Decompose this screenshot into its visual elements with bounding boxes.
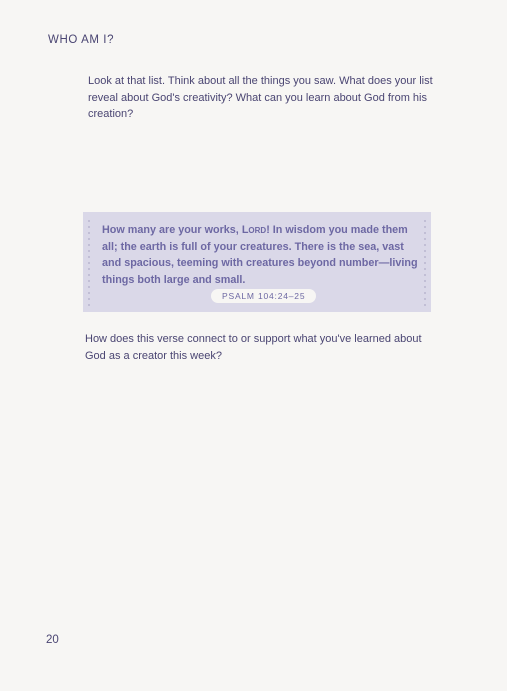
lord-small-caps: Lord <box>241 224 267 236</box>
scripture-text-start: How many are your works, <box>102 224 242 236</box>
scripture-text <box>102 222 420 288</box>
page-title: WHO AM I? <box>48 34 115 46</box>
scripture-callout <box>83 212 431 312</box>
scripture-reference-badge: PSALM 104:24–25 <box>211 289 316 303</box>
reflection-prompt-2: How does this verse connect to or support what you've learned about God as a creator this week? <box>85 333 422 362</box>
page-number: 20 <box>46 634 59 646</box>
reflection-prompt-1: Look at that list. Think about all the things you saw. What does your list reveal about God's creativity? What can you learn about God from his creation? <box>88 75 433 120</box>
scripture-text-end: ! In wisdom you made them all; the earth is full of your creatures. There is the sea, vast and spacious, teeming with creatures beyond number—living things both large and small. <box>102 224 418 286</box>
